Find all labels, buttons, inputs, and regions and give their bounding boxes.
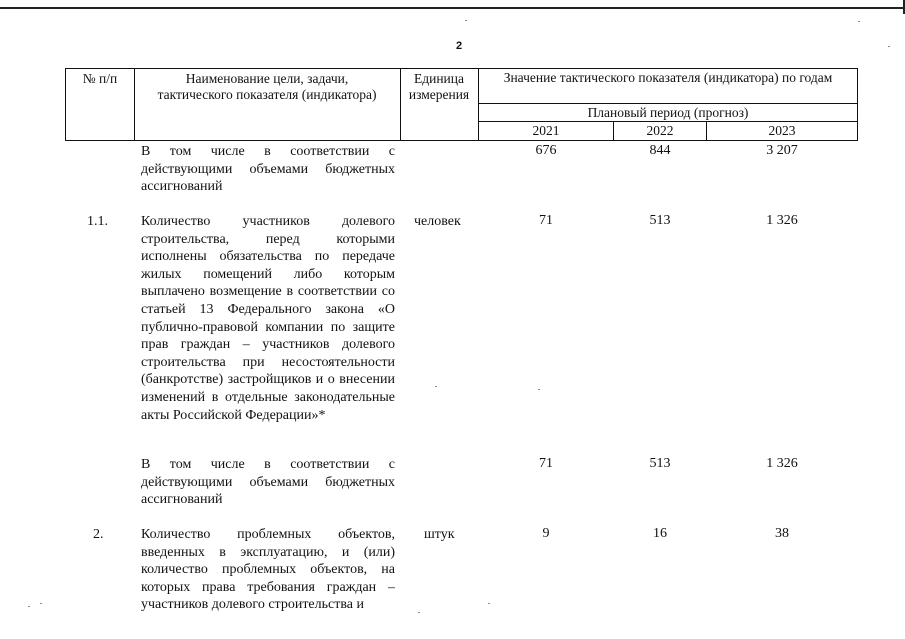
header-year-2022: 2022 (646, 123, 674, 138)
row-4-value-2022: 16 (653, 526, 667, 541)
row-2-name: Количество участников долевого строительства, перед которыми исполнены обязательства по передаче жилых помещений либо которым выплачено возмещение в соответствии со статьей 13 Федерального закона «О публично-правовой компании по защите прав граждан – участников долевого строительства при несостоятельности (банкротстве) застройщиков и о внесении изменений в отдельные законодательные акты Российской Федерации»* (141, 214, 395, 423)
row-2-value-2023: 1 326 (766, 213, 798, 228)
row-4-value-2023: 38 (775, 526, 789, 541)
scan-speck (418, 612, 420, 613)
row-1-value-2022: 844 (649, 143, 671, 158)
row-1-value-2023: 3 207 (766, 143, 798, 158)
header-sub-line-1 (478, 103, 858, 104)
row-2-num: 1.1. (87, 214, 108, 229)
scan-speck (858, 21, 860, 22)
header-border-right (857, 68, 858, 141)
row-4-num: 2. (93, 527, 104, 542)
header-border-left (65, 68, 66, 141)
scan-speck (28, 606, 30, 607)
table-header (65, 68, 858, 141)
scan-speck (435, 386, 437, 387)
header-sep-num (134, 68, 135, 141)
header-year-2023: 2023 (768, 123, 796, 138)
header-border-top (65, 68, 858, 69)
row-4-name: Количество проблемных объектов, введенных в эксплуатацию, и (или) количество проблемных объектов, на которых права требования граждан – участников долевого строительства и (141, 527, 395, 613)
header-col-num: № п/п (82, 71, 118, 86)
scan-speck (888, 46, 890, 47)
row-3-value-2021: 71 (539, 456, 553, 471)
row-2-value-2021: 71 (539, 213, 553, 228)
row-3-value-2023: 1 326 (766, 456, 798, 471)
row-1-name: В том числе в соответствии с действующими объемами бюджетных ассигнований (141, 144, 395, 195)
row-4-value-2021: 9 (542, 526, 550, 541)
header-sep-name (400, 68, 401, 141)
header-border-bottom (65, 140, 858, 141)
header-col-unit: Единица измерения (408, 71, 470, 102)
scan-speck (40, 603, 42, 604)
row-3-value-2022: 513 (649, 456, 671, 471)
page-number: 2 (456, 40, 463, 52)
header-year-2021: 2021 (532, 123, 560, 138)
header-col-plan: Плановый период (прогноз) (587, 105, 749, 120)
row-3-name: В том числе в соответствии с действующими объемами бюджетных ассигнований (141, 457, 395, 508)
scan-speck (465, 20, 467, 21)
row-4-unit: штук (424, 527, 455, 542)
header-col-name: Наименование цели, задачи, тактического показателя (индикатора) (157, 71, 377, 102)
row-2-value-2022: 513 (649, 213, 671, 228)
scan-speck (488, 603, 490, 604)
header-sub-line-2 (478, 121, 858, 122)
row-1-value-2021: 676 (535, 143, 557, 158)
row-2-unit: человек (414, 214, 461, 229)
header-col-value: Значение тактического показателя (индикатора) по годам (503, 70, 833, 85)
page-top-border (0, 7, 905, 9)
scan-speck (538, 389, 540, 390)
